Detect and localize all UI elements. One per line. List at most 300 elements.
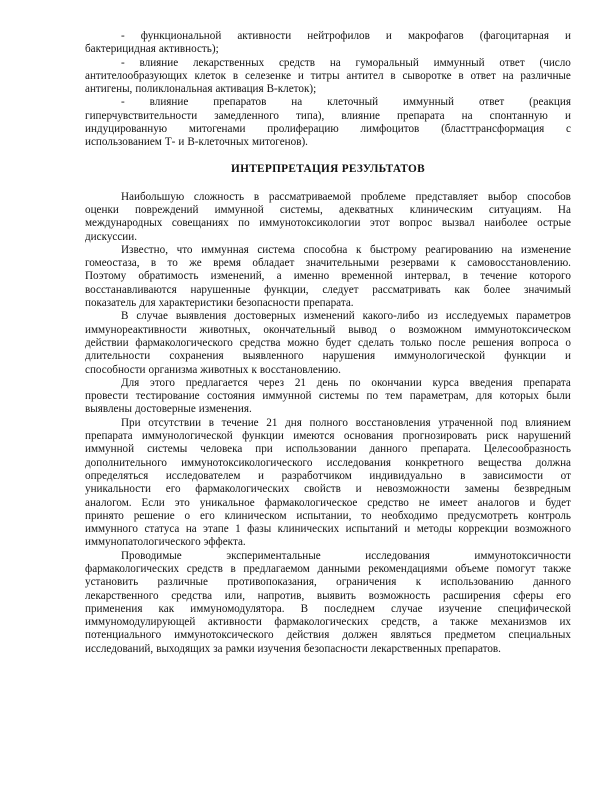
word: при [255,443,273,456]
word: предлагаемом [243,562,310,575]
text-line [85,136,571,149]
text-line [85,337,571,350]
bullet-item [85,30,571,57]
word: влияние [139,56,179,69]
word: Поэтому [85,270,127,283]
word: следует [322,283,359,296]
word: испытаний [345,523,398,536]
word: вопроса [520,336,559,349]
word: наиболее [484,217,528,230]
word: активности [207,616,262,629]
word: возможность [368,589,431,602]
text-line [85,217,571,230]
word: Проводимые [121,549,182,562]
word: В-клеточных [187,136,249,149]
word: введения [469,376,513,389]
word: функциональной [140,30,222,42]
word: методы [416,523,452,536]
text-line [85,364,571,377]
word: нейтрофилов [307,30,370,42]
word: можно [287,336,319,349]
text-line [85,417,571,430]
word: адекватных [338,203,394,216]
word: характеристики [158,297,234,310]
word: и [404,523,411,536]
word: препарата. [303,297,354,310]
word: вопрос [399,217,433,230]
word: лекарственного [85,589,159,602]
word: (фагоцитарная [479,30,549,42]
word: иммунотоксичности [474,549,571,562]
text-line [85,231,571,244]
word: фармакологических [195,483,290,496]
word: в [232,69,239,82]
word: уникальности [85,483,152,496]
word: показатель [85,297,137,310]
word: Целесообразность [483,443,571,456]
text-line [85,550,571,563]
word: значительными [305,257,380,270]
word: в [253,190,260,203]
word: которого [529,270,571,283]
text-line [85,123,571,136]
word: к [355,243,362,256]
word: средства [171,589,213,602]
word: будет [325,336,352,349]
word: иммуномодулятора. [190,602,285,615]
word: статуса [144,523,180,536]
word: животных, [199,323,251,336]
word: в [462,270,469,283]
word: использованию [440,576,514,589]
word: более [483,283,511,296]
word: ответ [499,56,525,69]
word: интервал, [404,270,451,283]
word: иммунопатологического [85,536,201,549]
word: экспериментальные [226,549,321,562]
word: будет [545,496,571,509]
word: - [121,56,125,69]
text-line [85,350,571,363]
word: средств [186,562,223,575]
word: восстановлению. [259,363,341,376]
text-line [85,30,571,43]
text-line [85,643,571,656]
word: к [450,257,456,270]
word: фармакологическое [264,496,358,509]
word: и [565,350,571,363]
word: уникальное [199,496,255,509]
word: были [546,390,571,403]
word: 21 [266,416,278,429]
word: имеются [293,430,335,443]
word: селезенке [244,69,292,82]
word: средства [239,336,281,349]
word: основания [343,430,394,443]
word: этот [369,217,390,230]
word: объеме [455,562,489,575]
word: по [366,390,379,403]
word: в [208,416,214,429]
word: время [213,257,242,270]
word: ограничения [336,576,397,589]
word: в [458,69,464,82]
word: механизмов [490,616,547,629]
word: этого [150,376,175,389]
word: (реакция [529,96,571,109]
word: расширения [442,589,501,602]
word: рассматривать [372,283,441,296]
word: фармакологических [274,616,369,629]
word: дня [285,416,302,429]
paragraph [85,417,571,550]
word: безвредным [514,483,571,496]
word: полного [309,416,348,429]
word: выявления [175,310,227,323]
word: окончании [371,376,422,389]
word: сложность [193,190,245,203]
word: достоверные [134,403,196,416]
word: выходящих [156,642,211,655]
word: иммунотоксикологического [181,456,313,469]
word: какого-либо [362,310,420,323]
word: способна [303,243,348,256]
word: системы [147,443,188,456]
word: восстановления [355,416,431,429]
word: тестирование [135,390,200,403]
word: его [556,589,571,602]
word: титры [310,69,340,82]
word: дискуссии. [85,230,137,243]
word: на [502,69,514,82]
word: митогенами [188,123,246,136]
word: на [501,243,513,256]
word: отсутствии [148,416,202,429]
word: иммунного [85,523,138,536]
word: функции [504,350,546,363]
word: возможном [408,323,462,336]
word: их [559,616,571,629]
word: определяться [85,469,149,482]
word: свойств [304,483,341,496]
word: или, [224,589,245,602]
word: временной [341,270,393,283]
word: из [427,310,438,323]
word: через [258,376,285,389]
word: поликлональная [135,83,213,96]
word: нарушений [517,430,571,443]
word: этапе [203,523,229,536]
word: исследований, [85,642,154,655]
text-line [85,563,571,576]
text-line [85,497,571,510]
word: замены [464,483,500,496]
word: с [566,123,571,136]
word: безопасности [236,297,301,310]
word: На [557,203,571,216]
word: функции, [264,283,309,296]
text-line [85,57,571,70]
word: реагированию [425,243,493,256]
word: Для [121,376,140,389]
text-line [85,510,571,523]
word: как [158,602,175,615]
word: значимый [524,283,571,296]
word: организма [148,363,198,376]
word: гомеостаза, [85,257,140,270]
word: проблеме [360,190,406,203]
word: течение [480,270,518,283]
word: специальных [508,629,571,642]
word: применения [85,602,143,615]
word: к [251,363,257,376]
word: ситуациям. [488,203,542,216]
word: изменения. [198,403,252,416]
word: 1 [235,523,241,536]
word: и [258,469,264,482]
word: данными [317,562,361,575]
paragraph [85,310,571,376]
word: также [450,616,478,629]
word: выявить [316,589,356,602]
word: действия [286,629,330,642]
text-line [85,443,571,456]
word: нарушения [322,350,376,363]
word: для [475,390,493,403]
word: сыворотке [402,69,452,82]
word: исследования [365,549,430,562]
word: иммунный [433,56,485,69]
word: действии [85,336,129,349]
word: выбор [487,190,518,203]
word: в [460,469,466,482]
text-line [85,430,571,443]
word: Т- [164,136,176,149]
word: то [361,509,372,522]
word: случае [136,310,168,323]
word: макрофагов [407,30,464,42]
word: различные [157,576,208,589]
word: (бласттрансформация [441,123,545,136]
word: выявлены [85,403,132,416]
text-line [85,297,571,310]
word: потенциального [85,629,162,642]
word: на [329,56,341,69]
text-line [85,110,571,123]
word: на [461,109,473,122]
word: в [390,69,396,82]
word: лекарственных [370,642,442,655]
word: замедленного [214,109,279,122]
word: необходимо [381,509,438,522]
word: случае [391,602,423,615]
text-line [85,244,571,257]
word: человека [200,443,243,456]
text-line [85,616,571,629]
word: изменение [520,243,571,256]
word: последнем [324,602,375,615]
word: это [174,496,190,509]
word: о [389,323,396,336]
word: вещества [477,456,522,469]
word: восстанавливаются [85,283,177,296]
word: предметом [444,629,496,642]
text-line [85,603,571,616]
word: день [316,376,339,389]
word: конкретного [405,456,464,469]
word: его [199,509,215,522]
word: индуцированную [85,123,168,136]
word: после [438,336,466,349]
word: изменений, [210,270,265,283]
word: фармакологического [135,336,233,349]
word: рекомендациями [368,562,448,575]
word: также [543,562,571,575]
word: по [349,376,361,389]
word: на [291,96,303,109]
word: активация [215,83,264,96]
word: коррекции [458,523,509,536]
word: специфической [497,602,571,615]
paragraph [85,550,571,656]
word: иммунная [201,243,249,256]
word: клиническом [224,509,287,522]
word: являться [390,629,432,642]
text-line [85,310,571,323]
word: нарушенные [190,283,251,296]
word: сферы [513,589,544,602]
word: препаратов. [445,642,501,655]
word: средств [278,56,316,69]
word: провести [85,390,129,403]
word: контроль [527,509,571,522]
text-line [85,536,571,549]
paragraph [85,244,571,310]
word: Наибольшую [121,190,185,203]
word: быстрому [369,243,417,256]
text-line [85,390,571,403]
word: В [121,310,129,323]
word: исследователем [165,469,241,482]
word: иммунореактивности [85,323,187,336]
word: принято [85,509,124,522]
word: к [415,576,422,589]
word: достоверных [234,310,296,323]
word: которых [499,390,539,403]
word: оценки [85,203,119,216]
word: типа), [296,109,325,122]
word: рамки [225,642,255,655]
word: сохранения [169,350,224,363]
word: иммунологической [141,430,233,443]
word: иммунной [262,390,312,403]
word: лекарственных [192,56,265,69]
word: для [139,297,156,310]
word: от [560,469,571,482]
word: течение [221,416,259,429]
word: испытании, [296,509,352,522]
word: лимфоцитов [360,123,420,136]
word: как [454,283,470,296]
word: его [165,483,181,496]
text-line [85,590,571,603]
text-line [85,96,571,109]
word: иммунный [403,96,455,109]
word: совещаниях [171,217,229,230]
text-line [85,257,571,270]
word: риск [486,430,509,443]
word: международных [85,217,163,230]
word: системы, [279,203,323,216]
word: тем [385,390,403,403]
word: дополнительного [85,456,167,469]
word: установить [85,576,139,589]
word: клинических [277,523,340,536]
word: и [385,30,392,42]
word: спонтанную [489,109,548,122]
word: вывод [348,323,378,336]
word: решение [133,509,175,522]
word: препаратов [213,96,267,109]
word: В [300,602,309,615]
word: иммунотоксикологии [259,217,361,230]
word: о [184,509,191,522]
word: ответ [478,96,505,109]
word: острые [537,217,571,230]
text-line [85,43,571,56]
word: на [185,523,197,536]
bullet-item [85,96,571,149]
word: зависимости [482,469,544,482]
text-line [85,576,571,589]
word: функции [242,430,284,443]
word: эффекта. [203,536,246,549]
word: 21 [294,376,306,389]
word: способов [527,190,571,203]
word: способности [85,363,146,376]
word: гиперчувствительности [85,109,198,122]
word: сделать [357,336,394,349]
text-line [85,191,571,204]
word: и [529,496,536,509]
word: животных [200,363,249,376]
word: утраченной [438,416,493,429]
word: иммунотоксическом [474,323,571,336]
word: и [178,136,185,149]
text-line [85,83,571,96]
word: препарата [397,109,445,122]
word: аналогов [477,496,520,509]
word: и [565,30,571,42]
word: препарата [85,430,133,443]
word: использовании [285,443,357,456]
word: за [213,642,223,655]
word: данного [532,576,571,589]
word: изучение [438,602,482,615]
word: рассматриваемой [268,190,352,203]
word: вызвал [441,217,475,230]
word: антигены, [85,83,133,96]
word: помогут [496,562,536,575]
document-body [85,30,571,656]
word: бактерицидная [85,43,156,56]
word: средств, [381,616,420,629]
paragraph [85,377,571,417]
word: предусмотреть [447,509,519,522]
bullet-item [85,57,571,97]
word: - [121,96,125,109]
word: Известно, [121,243,168,256]
